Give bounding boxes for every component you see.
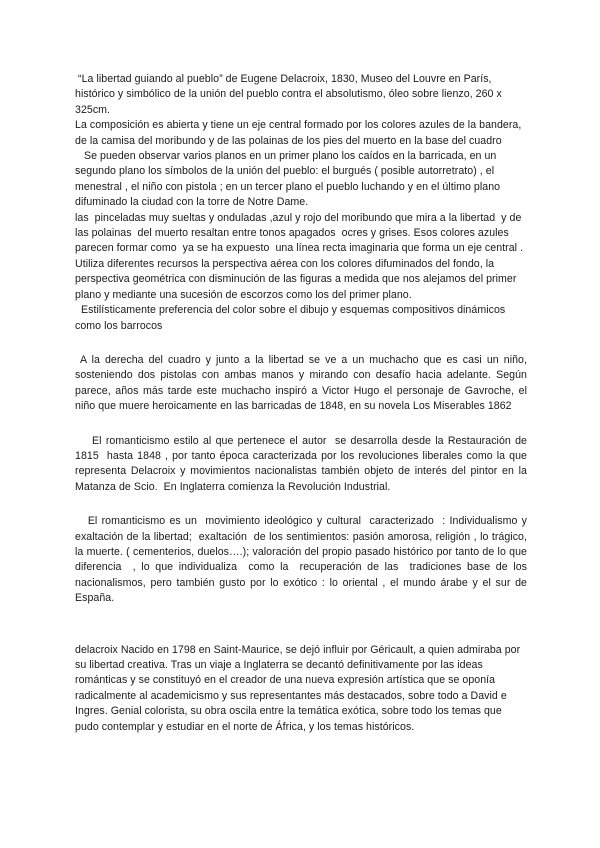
- paragraph-style: Estilísticamente preferencia del color sobre el dibujo y esquemas compositivos dinámicos como los barrocos: [75, 304, 509, 332]
- paragraph-delacroix-bio: delacroix Nacido en 1798 en Saint-Maurice, se dejó influir por Géricault, a quien admiraba por su libertad creativa. Tras un viaje a Inglaterra se decantó definitivamente por las ideas románticas y se constituyó en el creador de una nueva expresión artística que se oponía radicalmente al academicismo y sus representantes más destacados, sobre todo a David e Ingres. Genial colorista, su obra oscila entre la temática exótica, sobre todo los temas que pudo contemplar y estudiar en el norte de África, y los temas históricos.: [75, 643, 524, 733]
- paragraph-brushstrokes: las pinceladas muy sueltas y onduladas ,azul y rojo del moribundo que mira a la libertad y de las polainas del muerto resaltan entre tonos apagados ocres y grises. Esos colores azules parecen formar como ya se ha expuesto una línea recta imaginaria que forma un eje central .: [75, 211, 525, 255]
- paragraph-romanticism-traits: El romanticismo es un movimiento ideológico y cultural caracterizado : Individualismo y exaltación de la libertad; exaltación de los sentimientos: pasión amorosa, religión , lo trágico, la muerte. ( cementerios, duelos….); valoración del propio pasado histórico por tanto de lo que diferencia , lo que individualiza como la recuperación de las tradiciones base de los nacionalismos, pero también gusto por lo exótico : lo oriental , el mundo árabe y el sur de España.: [75, 515, 530, 605]
- paragraph-perspective: Utiliza diferentes recursos la perspectiva aérea con los colores difuminados del fondo, la perspectiva geométrica con disminución de las figuras a medida que nos alejamos del primer plano y mediante una sucesión de escorzos como los del primer plano.: [75, 257, 520, 301]
- paragraph-planes: Se pueden observar varios planos en un primer plano los caídos en la barricada, en un segundo plano los símbolos de la unión del pueblo: el burgués ( posible autorretrato) , el menestral , el niño con pistola ; en un tercer plano el pueblo luchando y en el último plano difuminado la ciudad con la torre de Notre Dame.: [75, 150, 504, 209]
- document-page: [75, 72, 530, 735]
- paragraph-artwork-title: “La libertad guiando al pueblo” de Eugene Delacroix, 1830, Museo del Louvre en París, histórico y simbólico de la unión del pueblo contra el absolutismo, óleo sobre lienzo, 260 x 325cm.: [75, 73, 505, 116]
- paragraph-romanticism-period: El romanticismo estilo al que pertenece el autor se desarrolla desde la Restauración de 1815 hasta 1848 , por tanto época caracterizada por los revoluciones liberales como la que representa Delacroix y movimientos nacionalistas también objeto de interés del pintor en la Matanza de Scio. En Inglaterra comienza la Revolución Industrial.: [75, 434, 530, 493]
- paragraph-composition: La composición es abierta y tiene un eje central formado por los colores azules de la bandera, de la camisa del moribundo y de las polainas de los pies del muerto en la base del cuadro: [75, 119, 525, 147]
- paragraph-gavroche: A la derecha del cuadro y junto a la libertad se ve a un muchacho que es casi un niño, sosteniendo dos pistolas con ambas manos y mirando con desafío hacia adelante. Según parece, años más tarde este muchacho inspiró a Victor Hugo el personaje de Gavroche, el niño que muere heroicamente en las barricadas de 1848, en su novela Los Miserables 1862: [75, 353, 530, 413]
